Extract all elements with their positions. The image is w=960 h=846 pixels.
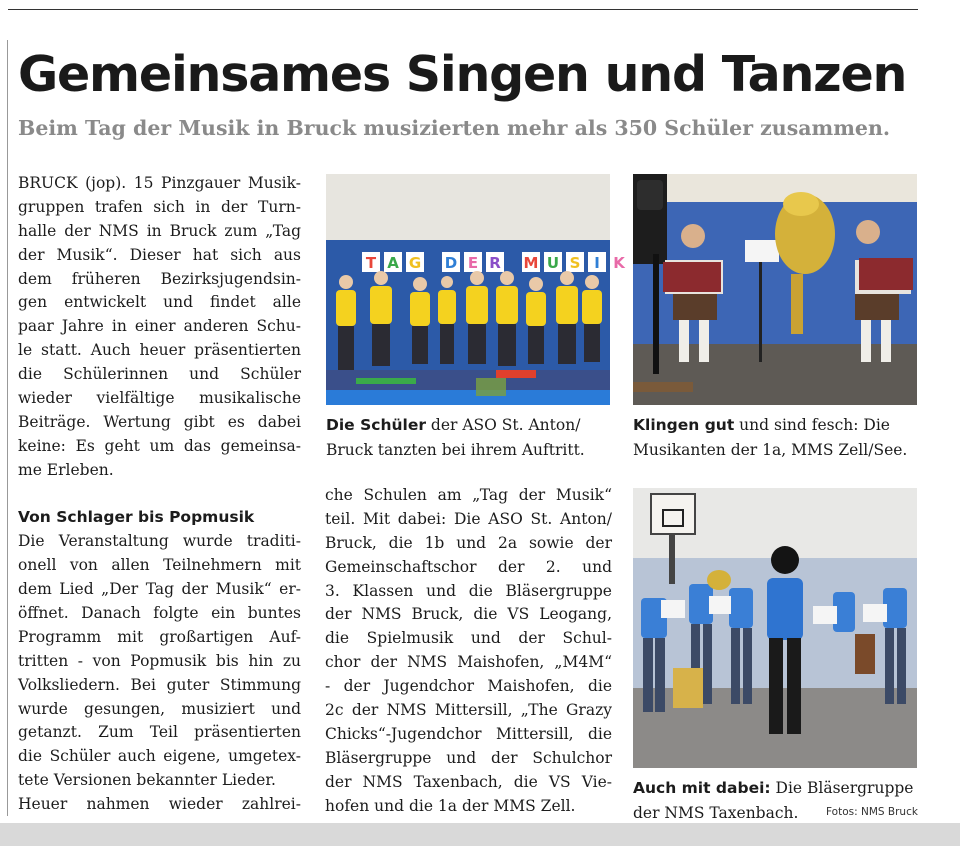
banner-letter: A xyxy=(387,254,399,272)
banner-letter: K xyxy=(613,254,625,272)
photo-brass-group-image xyxy=(633,488,917,768)
text-line: die Schülerinnen und Schüler xyxy=(18,365,301,384)
text-line: der NMS Taxenbach, die VS Vie- xyxy=(325,772,612,791)
text-line: Die Veranstaltung wurde traditi- xyxy=(18,532,301,551)
text-line: tritten - von Popmusik bis hin zu xyxy=(18,651,301,670)
photo-musicians-mms-zell xyxy=(633,174,917,405)
text-line: Gemeinschaftschor der 2. und xyxy=(325,557,612,576)
photo-musicians-image xyxy=(633,174,917,405)
text-line: tete Versionen bekannter Lieder. xyxy=(18,771,276,790)
text-line: der Musik“. Dieser hat sich aus xyxy=(18,245,301,264)
text-line: che Schulen am „Tag der Musik“ xyxy=(325,486,612,504)
text-line: Volksliedern. Bei guter Stimmung xyxy=(18,675,301,694)
banner-letter: R xyxy=(489,254,501,272)
banner-letter: U xyxy=(546,254,560,272)
text-line: die Schüler auch eigene, umgetex- xyxy=(18,747,301,766)
banner-letter: D xyxy=(444,254,458,272)
photo-credit: Fotos: NMS Bruck xyxy=(826,806,918,818)
headline: Gemeinsames Singen und Tanzen xyxy=(18,46,907,103)
text-line: wieder vielfältige musikalische xyxy=(18,389,301,408)
text-line: Bruck, die 1b und 2a sowie der xyxy=(325,533,612,552)
text-line: BRUCK (jop). 15 Pinzgauer Musik- xyxy=(18,174,301,192)
banner-letter: M xyxy=(523,254,539,272)
text-line: paar Jahre in einer anderen Schu- xyxy=(18,317,301,336)
text-line: öffnet. Danach folgte ein buntes xyxy=(18,604,301,623)
photo-brass-group-taxenbach xyxy=(633,488,917,768)
subheadline: Beim Tag der Musik in Bruck musizierten mehr als 350 Schüler zusammen. xyxy=(18,116,891,140)
text-line: - der Jugendchor Maishofen, die xyxy=(325,677,612,696)
caption-photo-1: Die Schüler der ASO St. Anton/ Bruck tanzten bei ihrem Auftritt. xyxy=(326,416,585,459)
left-rule xyxy=(7,40,8,816)
banner-letter: I xyxy=(594,254,600,272)
text-line: wurde gesungen, musiziert und xyxy=(18,699,301,718)
text-line: hofen und die 1a der MMS Zell. xyxy=(325,796,576,815)
text-line: die Spielmusik und der Schul- xyxy=(325,629,612,648)
banner-letters xyxy=(362,252,628,272)
text-line: Heuer nahmen wieder zahlrei- xyxy=(18,795,301,814)
article-column-2 xyxy=(325,484,612,818)
text-line: dem früheren Bezirksjugendsin- xyxy=(18,269,301,288)
text-line: chor der NMS Maishofen, „M4M“ xyxy=(325,653,612,672)
photo-dancing-children-image xyxy=(326,174,625,405)
top-rule xyxy=(8,9,918,10)
photo-dancing-children xyxy=(326,174,625,405)
text-line: le statt. Auch heuer präsentierten xyxy=(18,341,301,360)
text-line: Chicks“-Jugendchor Mittersill, die xyxy=(325,724,612,743)
text-line: Programm mit großartigen Auf- xyxy=(18,627,301,646)
text-line: 2c der NMS Mittersill, „The Grazy xyxy=(325,701,612,720)
text-line: Bläsergruppe und der Schulchor xyxy=(325,748,612,767)
text-line: gruppen trafen sich in der Turn- xyxy=(18,197,301,216)
banner-letter: G xyxy=(408,254,422,272)
article-column-1 xyxy=(18,172,301,817)
text-line: halle der NMS in Bruck zum „Tag xyxy=(18,221,301,240)
text-line: getanzt. Zum Teil präsentierten xyxy=(18,723,301,742)
caption-photo-3: Auch mit dabei: Die Bläsergruppe der NMS Taxenbach. xyxy=(633,779,914,822)
banner-letter: T xyxy=(365,254,377,272)
text-line: 3. Klassen und die Bläsergruppe xyxy=(325,581,612,600)
text-line: Beiträge. Wertung gibt es dabei xyxy=(18,412,301,431)
text-line: der NMS Bruck, die VS Leogang, xyxy=(325,605,612,624)
page-bottom-bar xyxy=(0,823,960,846)
banner-letter: S xyxy=(569,254,581,272)
spacer xyxy=(18,483,301,507)
subheading: Von Schlager bis Popmusik xyxy=(18,508,255,527)
caption-photo-2: Klingen gut und sind fesch: Die Musikanten der 1a, MMS Zell/See. xyxy=(633,416,908,459)
banner-letter: E xyxy=(467,254,479,272)
text-line: onell von allen Teilnehmern mit xyxy=(18,556,301,575)
text-line: gen entwickelt und findet alle xyxy=(18,293,301,312)
text-line: dem Lied „Der Tag der Musik“ er- xyxy=(18,580,301,599)
text-line: keine: Es geht um das gemeinsa- xyxy=(18,436,301,455)
text-line: teil. Mit dabei: Die ASO St. Anton/ xyxy=(325,509,612,528)
text-line: me Erleben. xyxy=(18,460,114,479)
